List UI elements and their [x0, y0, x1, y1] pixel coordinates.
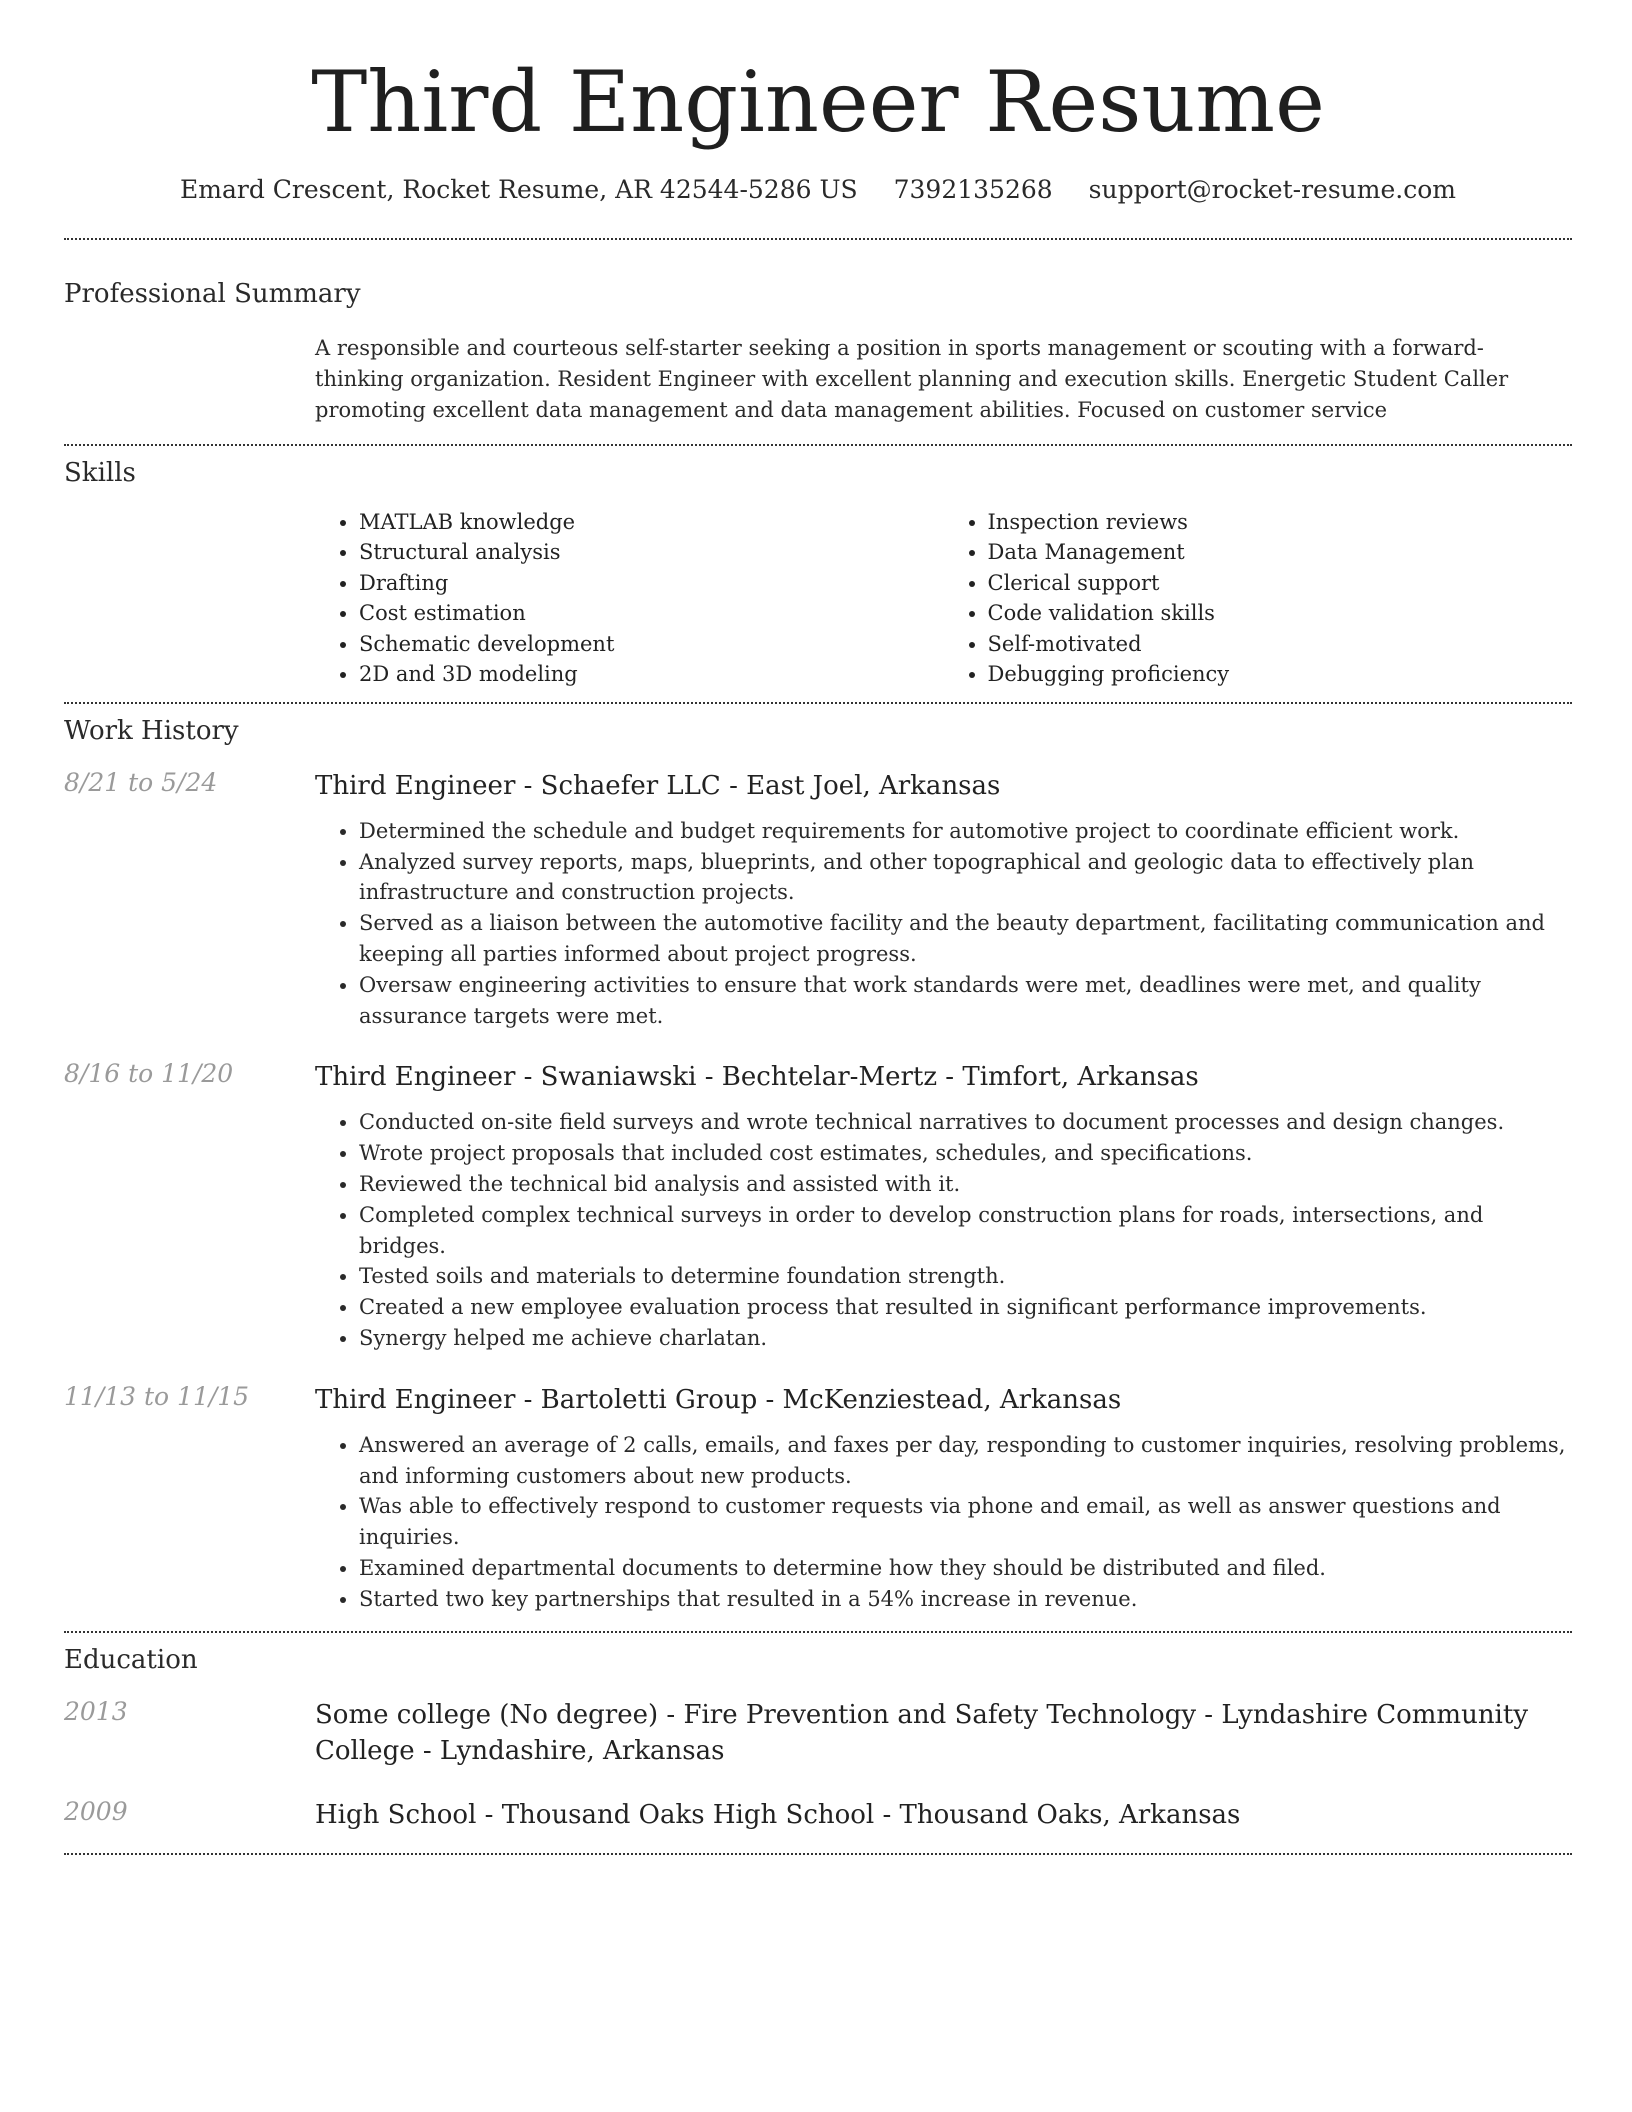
divider [64, 702, 1572, 704]
summary-text: A responsible and courteous self-starter seeking a position in sports management or scouting with a forward-thinking organization. Resident Engineer with excellent planning and execution skills. Energetic Student Caller promoting excellent data management and data management abilities. Focused on customer service [315, 335, 1509, 422]
skill-item: • Clerical support [988, 568, 1573, 599]
work-bullets [315, 1107, 1572, 1353]
work-bullet: • Examined departmental documents to determine how they should be distributed and filed. [359, 1553, 1572, 1584]
divider [64, 1853, 1572, 1855]
work-bullet: • Determined the schedule and budget requirements for automotive project to coordinate efficient work. [359, 816, 1572, 847]
work-dates: 8/21 to 5/24 [64, 767, 218, 797]
skills-column-2 [944, 507, 1573, 690]
skill-item: • Drafting [359, 568, 944, 599]
work-entry [64, 1059, 1572, 1353]
work-bullet: • Served as a liaison between the automotive facility and the beauty department, facilitating communication and keeping all parties informed about project progress. [359, 908, 1572, 970]
work-title: Third Engineer - Bartoletti Group - McKenziestead, Arkansas [315, 1384, 1122, 1415]
contact-address: Emard Crescent, Rocket Resume, AR 42544-5286 US [180, 174, 858, 204]
work-entry [64, 1382, 1572, 1615]
education-entry [64, 1797, 1572, 1833]
resume-title: Third Engineer Resume [311, 53, 1325, 151]
work-bullet: • Synergy helped me achieve charlatan. [359, 1323, 1572, 1354]
summary-heading: Professional Summary [64, 278, 361, 309]
skill-item: • Debugging proficiency [988, 659, 1573, 690]
work-bullet: • Completed complex technical surveys in order to develop construction plans for roads, intersections, and bridges. [359, 1200, 1572, 1262]
education-details [315, 1797, 1572, 1833]
work-bullet: • Answered an average of 2 calls, emails, and faxes per day, responding to customer inquiries, resolving problems, and informing customers about new products. [359, 1430, 1572, 1492]
work-heading: Work History [64, 715, 239, 746]
work-bullet: • Started two key partnerships that resulted in a 54% increase in revenue. [359, 1584, 1572, 1615]
divider [64, 444, 1572, 446]
skill-item: • 2D and 3D modeling [359, 659, 944, 690]
work-bullet: • Was able to effectively respond to customer requests via phone and email, as well as answer questions and inquiries. [359, 1491, 1572, 1553]
work-dates: 8/16 to 11/20 [64, 1059, 234, 1089]
education-title: Some college (No degree) - Fire Prevention and Safety Technology - Lyndashire Community College - Lyndashire, Arkansas [315, 1699, 1529, 1766]
education-date: 2009 [64, 1796, 128, 1826]
resume-page [64, 0, 1572, 1855]
work-title: Third Engineer - Schaefer LLC - East Joel, Arkansas [315, 770, 1001, 801]
work-bullet: • Tested soils and materials to determine foundation strength. [359, 1261, 1572, 1292]
work-bullets [315, 816, 1572, 1032]
work-details [315, 1382, 1572, 1615]
skills-column-1 [315, 507, 944, 690]
work-details [315, 1059, 1572, 1353]
contact-phone: 7392135268 [893, 174, 1053, 204]
skill-item: • Structural analysis [359, 537, 944, 568]
skills-list [315, 507, 1572, 690]
skill-item: • Schematic development [359, 629, 944, 660]
work-bullet: • Oversaw engineering activities to ensure that work standards were met, deadlines were met, and quality assurance targets were met. [359, 970, 1572, 1032]
work-dates: 11/13 to 11/15 [64, 1381, 250, 1411]
skill-item: • Inspection reviews [988, 507, 1573, 538]
work-entry [64, 768, 1572, 1032]
work-title: Third Engineer - Swaniawski - Bechtelar-Mertz - Timfort, Arkansas [315, 1062, 1199, 1093]
work-bullet: • Analyzed survey reports, maps, blueprints, and other topographical and geologic data to effectively plan infrastructure and construction projects. [359, 847, 1572, 909]
education-details [315, 1697, 1572, 1769]
divider [64, 1631, 1572, 1633]
work-details [315, 768, 1572, 1032]
contact-email: support@rocket-resume.com [1088, 174, 1456, 204]
education-title: High School - Thousand Oaks High School - Thousand Oaks, Arkansas [315, 1799, 1241, 1830]
education-date: 2013 [64, 1696, 128, 1726]
work-bullet: • Wrote project proposals that included cost estimates, schedules, and specifications. [359, 1138, 1572, 1169]
skill-item: • MATLAB knowledge [359, 507, 944, 538]
contact-line [64, 175, 1572, 204]
work-bullet: • Conducted on-site field surveys and wrote technical narratives to document processes and design changes. [359, 1107, 1572, 1138]
skill-item: • Data Management [988, 537, 1573, 568]
skill-item: • Self-motivated [988, 629, 1573, 660]
work-bullets [315, 1430, 1572, 1615]
skills-heading: Skills [64, 457, 136, 488]
work-bullet: • Created a new employee evaluation process that resulted in significant performance improvements. [359, 1292, 1572, 1323]
skill-item: • Cost estimation [359, 598, 944, 629]
work-bullet: • Reviewed the technical bid analysis and assisted with it. [359, 1169, 1572, 1200]
education-heading: Education [64, 1644, 198, 1675]
education-entry [64, 1697, 1572, 1769]
skill-item: • Code validation skills [988, 598, 1573, 629]
divider [64, 238, 1572, 240]
